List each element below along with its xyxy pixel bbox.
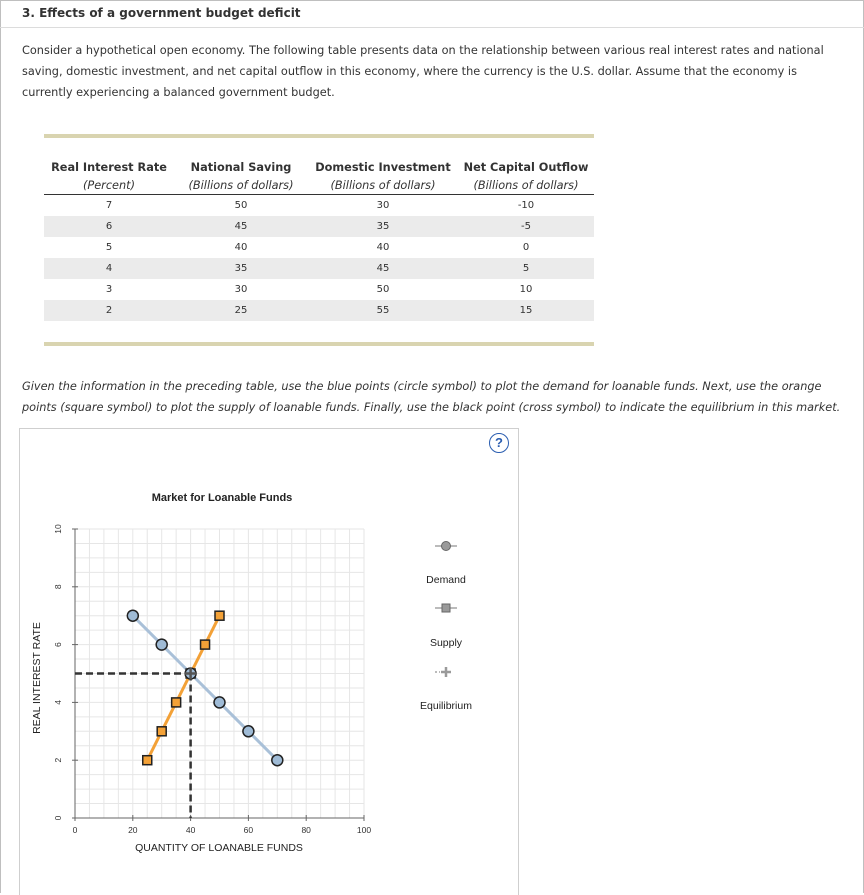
table-cell: 30 (376, 200, 390, 211)
table-cell: 50 (376, 284, 390, 295)
demand-point-circle[interactable] (127, 610, 138, 621)
chart-tick-labels (53, 524, 371, 835)
table-cell: 7 (105, 200, 113, 211)
header-net-capital-outflow: Net Capital Outflow (463, 161, 589, 174)
supply-point-square[interactable] (157, 727, 166, 736)
table-cell: 0 (522, 242, 530, 253)
chart-title: Market for Loanable Funds (151, 492, 293, 504)
demand-point-circle[interactable] (272, 755, 283, 766)
table-cell: 40 (234, 242, 248, 253)
table-cell: -10 (517, 200, 535, 211)
table-cell: 3 (105, 284, 113, 295)
table-cell: 4 (44, 258, 174, 279)
table-cell: 45 (174, 216, 308, 237)
header-real-interest-rate: Real Interest Rate (51, 161, 167, 174)
y-tick-label: 6 (53, 642, 63, 647)
x-axis-label: QUANTITY OF LOANABLE FUNDS (135, 842, 303, 854)
x-tick-label: 60 (243, 825, 254, 835)
supply-point-square[interactable] (215, 611, 224, 620)
chart-grid (75, 529, 364, 818)
header-domestic-investment: Domestic Investment (315, 161, 451, 174)
table-cell: 10 (519, 284, 533, 295)
y-tick-label: 2 (53, 757, 63, 763)
help-icon[interactable]: ? (489, 433, 509, 453)
legend-label-supply: Supply (429, 637, 463, 649)
intro-text: Consider a hypothetical open economy. The following table presents data on the relationship between various real interest rates and national saving, domestic investment, and net capital outflow in this economy, where the currency is the U.S. dollar. Assume that the economy is currently experiencing a balanced government budget. (22, 44, 824, 99)
instructions-text: Given the information in the preceding table, use the blue points (circle symbol) to plot the demand for loanable funds. Next, use the orange points (square symbol) to plot the supply of loanable funds. Finally, use the black point (cross symbol) to indicate the equilibrium in this market. (22, 380, 841, 414)
chart-legend[interactable] (420, 542, 472, 713)
table-cell: 25 (174, 300, 308, 321)
table-cell: 5 (458, 258, 594, 279)
x-tick-label: 0 (72, 825, 78, 835)
table-cell: 50 (234, 200, 248, 211)
supply-point-square[interactable] (143, 756, 152, 765)
supply-point-square[interactable] (201, 640, 210, 649)
subheader-billions: (Billions of dollars) (174, 176, 308, 195)
x-tick-label: 40 (185, 825, 196, 835)
subheader-percent: (Percent) (44, 176, 174, 195)
demand-point-circle[interactable] (243, 726, 254, 737)
y-tick-label: 4 (53, 700, 63, 705)
subheader-billions: (Billions of dollars) (458, 176, 594, 195)
table-cell: 35 (308, 216, 458, 237)
table-cell: 2 (44, 300, 174, 321)
table-cell: 5 (105, 242, 113, 253)
table-cell: 15 (458, 300, 594, 321)
y-axis-label: REAL INTEREST RATE (31, 622, 43, 734)
y-tick-label: 8 (53, 584, 63, 590)
question-title: 3. Effects of a government budget deficit (22, 6, 301, 20)
table-cell: -5 (458, 216, 594, 237)
table-cell: 30 (234, 284, 248, 295)
legend-demand-circle-icon (442, 542, 451, 551)
demand-point-circle[interactable] (214, 697, 225, 708)
supply-point-square[interactable] (172, 698, 181, 707)
table-cell: 6 (44, 216, 174, 237)
demand-point-circle[interactable] (156, 639, 167, 650)
x-tick-label: 100 (356, 825, 372, 835)
legend-label-equilibrium: Equilibrium (420, 700, 472, 712)
legend-label-demand: Demand (426, 574, 466, 586)
table-cell: 35 (174, 258, 308, 279)
legend-supply-square-icon (442, 604, 450, 612)
y-tick-label: 10 (53, 524, 63, 534)
y-tick-label: 0 (53, 815, 63, 821)
table-cell: 55 (308, 300, 458, 321)
table-cell: 45 (308, 258, 458, 279)
subheader-billions: (Billions of dollars) (308, 176, 458, 195)
x-tick-label: 80 (301, 825, 311, 835)
table-cell: 40 (376, 242, 390, 253)
x-tick-label: 20 (128, 825, 138, 835)
header-national-saving: National Saving (190, 161, 292, 174)
